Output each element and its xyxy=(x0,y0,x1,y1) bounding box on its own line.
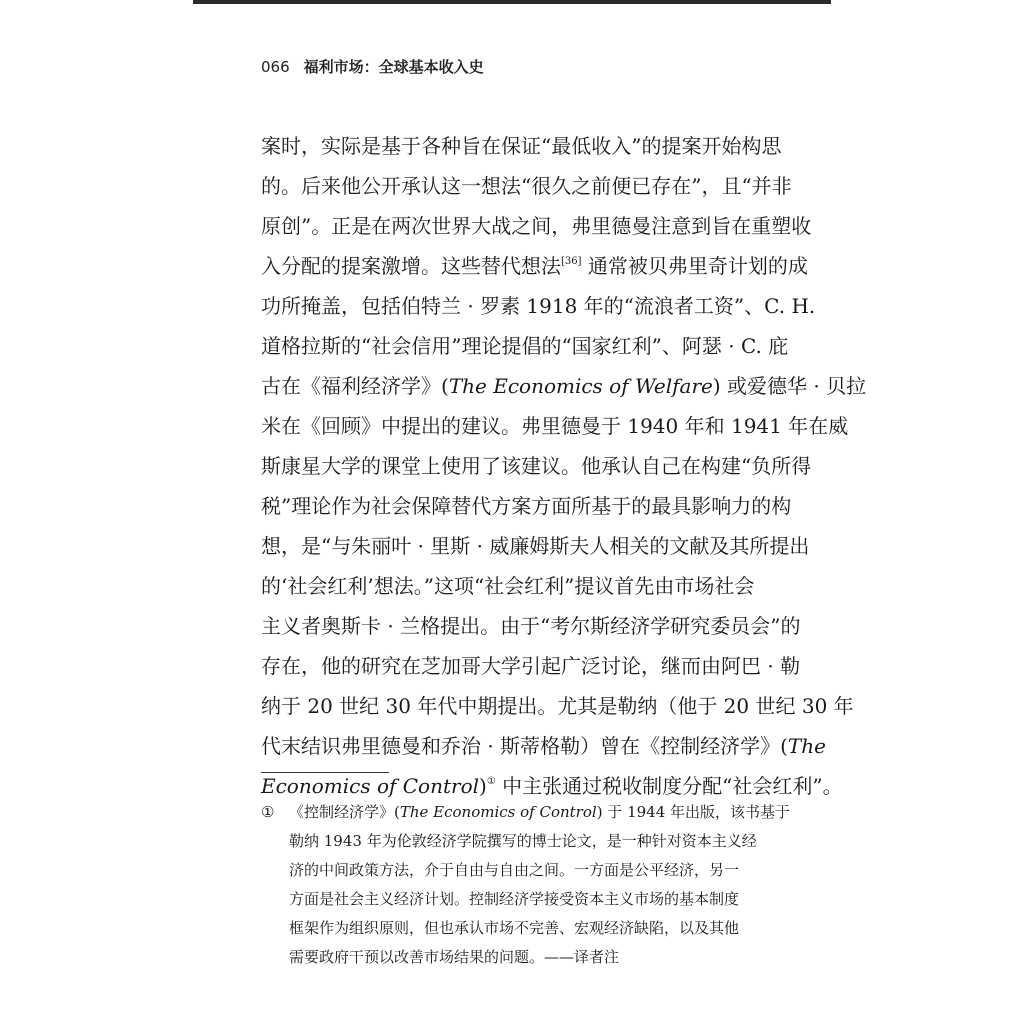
body-line xyxy=(261,726,826,766)
body-line xyxy=(261,606,801,646)
body-line xyxy=(261,446,812,486)
body-line xyxy=(261,646,801,686)
body-line xyxy=(261,246,808,286)
top-border-rule xyxy=(193,0,831,4)
body-line xyxy=(261,526,810,566)
footnote-line: 方面是社会主义经济计划。控制经济学接受资本主义市场的基本制度 xyxy=(289,890,740,908)
text-run: 原创”。正是在两次世界大战之间，弗里德曼注意到旨在重塑收 xyxy=(261,214,812,238)
italic-book-title: The Economics of Control xyxy=(399,803,597,821)
footnote-separator xyxy=(261,772,389,773)
text-run: 的‘社会红利’想法。”这项“社会红利”提议首先由市场社会 xyxy=(261,574,755,598)
text-run: 入分配的提案激增。这些替代想法 xyxy=(261,254,561,278)
text-run: 代末结识弗里德曼和乔治 · 斯蒂格勒）曾在《控制经济学》( xyxy=(261,734,788,758)
text-run: 斯康星大学的课堂上使用了该建议。他承认自己在构建“负所得 xyxy=(261,454,812,478)
footnote-line xyxy=(261,798,791,827)
footnote-ref[interactable]: ① xyxy=(486,776,496,787)
text-run: 米在《回顾》中提出的建议。弗里德曼于 1940 年和 1941 年在威 xyxy=(261,414,849,438)
footnote-line: 框架作为组织原则，但也承认市场不完善、宏观经济缺陷，以及其他 xyxy=(289,919,740,937)
book-title: 福利市场：全球基本收入史 xyxy=(303,58,484,76)
body-line xyxy=(261,206,812,246)
italic-book-title: Economics of Control xyxy=(261,774,480,798)
body-line xyxy=(261,406,849,446)
text-run: 功所掩盖，包括伯特兰 · 罗素 1918 年的“流浪者工资”、C. H. xyxy=(261,294,816,318)
footnote-line: 勒纳 1943 年为伦敦经济学院撰写的博士论文，是一种针对资本主义经 xyxy=(289,832,757,850)
text-run: 古在《福利经济学》( xyxy=(261,374,449,398)
body-line xyxy=(261,686,854,726)
text-run: ) 于 1944 年出版，该书基于 xyxy=(596,803,791,821)
running-header xyxy=(261,56,484,77)
text-run: 存在，他的研究在芝加哥大学引起广泛讨论，继而由阿巴 · 勒 xyxy=(261,654,801,678)
footnote-block xyxy=(261,798,791,972)
text-run: 道格拉斯的“社会信用”理论提倡的“国家红利”、阿瑟 · C. 庇 xyxy=(261,334,789,358)
italic-book-title: The xyxy=(787,734,826,758)
body-line xyxy=(261,326,789,366)
text-run: 案时，实际是基于各种旨在保证“最低收入”的提案开始构思 xyxy=(261,134,782,158)
body-text xyxy=(261,126,867,806)
footnote-line: 济的中间政策方法，介于自由与自由之间。一方面是公平经济，另一 xyxy=(289,861,740,879)
text-run: 纳于 20 世纪 30 年代中期提出。尤其是勒纳（他于 20 世纪 30 年 xyxy=(261,694,854,718)
body-line xyxy=(261,286,816,326)
text-run: 《控制经济学》( xyxy=(289,803,400,821)
text-run: ) 或爱德华 · 贝拉 xyxy=(712,374,867,398)
text-run: 的。后来他公开承认这一想法“很久之前便已存在”，且“并非 xyxy=(261,174,792,198)
text-run: 想，是“与朱丽叶 · 里斯 · 威廉姆斯夫人相关的文献及其所提出 xyxy=(261,534,810,558)
body-line xyxy=(261,126,786,166)
text-run: ) xyxy=(479,774,487,798)
body-line xyxy=(261,566,786,606)
body-line xyxy=(261,166,792,206)
text-run: 主义者奥斯卡 · 兰格提出。由于“考尔斯经济学研究委员会”的 xyxy=(261,614,801,638)
text-run: 中主张通过税收制度分配“社会红利”。 xyxy=(495,774,843,798)
italic-book-title: The Economics of Welfare xyxy=(448,374,713,398)
body-line xyxy=(261,486,792,526)
body-line xyxy=(261,366,867,406)
citation-mark: [36] xyxy=(561,256,582,267)
footnote-line: 需要政府干预以改善市场结果的问题。——译者注 xyxy=(289,948,620,966)
text-run: 税”理论作为社会保障替代方案方面所基于的最具影响力的构 xyxy=(261,494,792,518)
page-number: 066 xyxy=(261,58,290,76)
footnote-marker: ① xyxy=(261,803,275,821)
text-run: 通常被贝弗里奇计划的成 xyxy=(581,254,808,278)
